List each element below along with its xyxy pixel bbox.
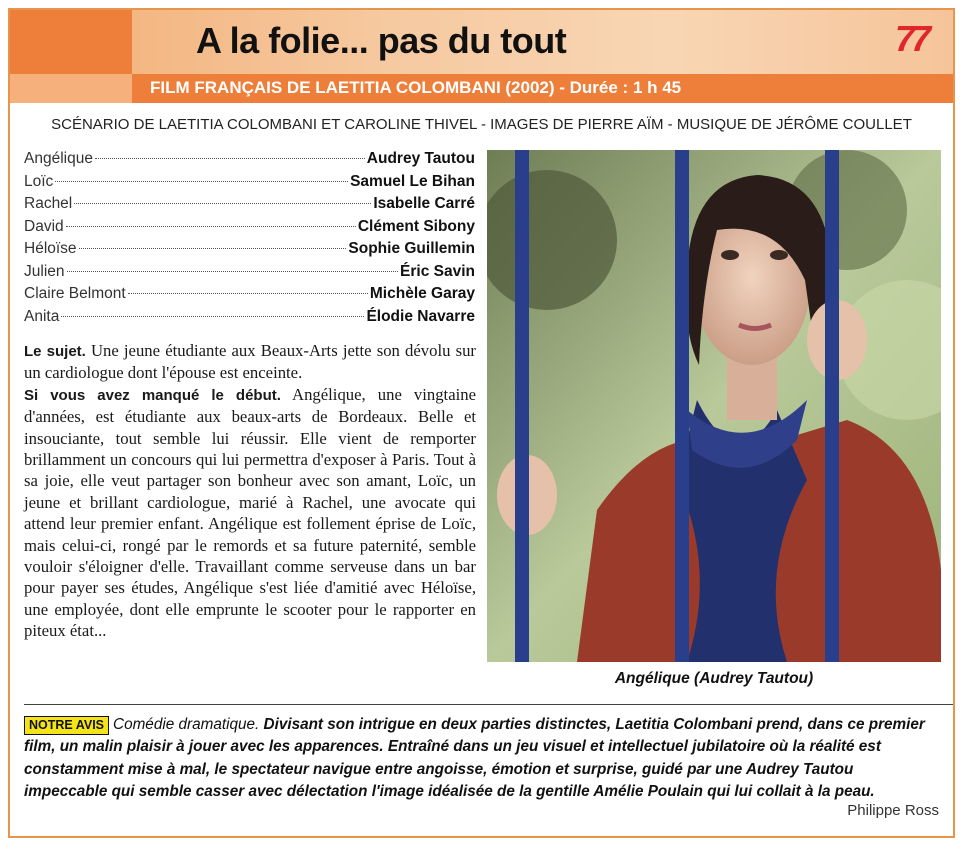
sujet-paragraph <box>24 340 476 384</box>
cast-row <box>24 150 475 173</box>
cast-leader-dots <box>61 316 364 317</box>
cast-role: Anita <box>24 307 60 325</box>
cast-role: David <box>24 217 64 235</box>
cast-actor: Audrey Tautou <box>366 150 475 167</box>
cast-row <box>24 195 475 218</box>
credits-line: SCÉNARIO DE LAETITIA COLOMBANI ET CAROLINE THIVEL - IMAGES DE PIERRE AÏM - MUSIQUE DE JÉRÔME COULLET <box>51 116 912 133</box>
debut-text: Angélique, une vingtaine d'années, est étudiante aux beaux-arts de Bordeaux. Belle et insouciante, tout semble lui réussir. Elle vient de remporter brillamment un concours qui lui permettra d'exposer à Paris. Tout à sa joie, elle veut partager son bonheur avec son amant, Loïc, un jeune et brillant cardiologue, marié à Rachel, une avocate qui attend leur premier enfant. Angélique est follement éprise de Loïc, mais celui-ci, rongé par le remords et sa future paternité, semble vouloir s'éloigner d'elle. Travaillant comme serveuse dans un bar pour payer ses études, Angélique s'est liée d'amitié avec Héloïse, une employée, dont elle emprunte le scooter pour le rapporter en piteux état... <box>24 384 476 641</box>
debut-paragraph <box>24 384 476 642</box>
photo-illustration <box>487 150 941 662</box>
photo-caption: Angélique (Audrey Tautou) <box>614 670 814 687</box>
cast-row <box>24 263 475 286</box>
cast-actor: Éric Savin <box>400 262 475 280</box>
cast-role: Loïc <box>24 172 54 190</box>
subtitle-accent-block <box>10 74 132 103</box>
cast-role: Julien <box>24 262 65 280</box>
cast-leader-dots <box>66 226 356 227</box>
cast-row <box>24 218 475 241</box>
cast-role: Rachel <box>24 195 73 212</box>
cast-leader-dots <box>79 248 347 249</box>
notre-avis-badge: NOTRE AVIS <box>24 716 109 735</box>
sujet-text: Une jeune étudiante aux Beaux-Arts jette son dévolu sur un cardiologue dont l'épouse est enceinte. <box>24 341 476 383</box>
cast-row <box>24 285 475 308</box>
title-bar <box>10 10 953 74</box>
cast-leader-dots <box>55 181 348 182</box>
review-genre: Comédie dramatique. <box>113 716 260 733</box>
review-text: Divisant son intrigue en deux parties distinctes, Laetitia Colombani prend, dans ce premier film, un malin plaisir à jouer avec les apparences. Entraîné dans un jeu visuel et intellectuel jubilatoire où la réalité est constamment mise à mal, le spectateur navigue entre angoisse, émotion et surprise, guidé par une Audrey Tautou impeccable qui semble casser avec délectation l'image idéalisée de la gentille Amélie Poulain qui lui collait à la peau. <box>24 716 925 800</box>
cast-leader-dots <box>128 293 368 294</box>
synopsis <box>24 340 476 642</box>
cast-leader-dots <box>74 203 371 204</box>
cast-leader-dots <box>67 271 399 272</box>
film-title: A la folie... pas du tout <box>196 20 567 61</box>
cast-role: Angélique <box>24 150 93 167</box>
cast-list <box>24 150 475 330</box>
debut-label: Si vous avez manqué le début. <box>24 386 281 404</box>
title-accent-block <box>10 10 132 74</box>
sujet-label: Le sujet. <box>24 343 86 360</box>
review-divider <box>24 704 953 705</box>
review-author: Philippe Ross <box>847 802 939 819</box>
subtitle-bar <box>10 74 953 103</box>
cast-actor: Michèle Garay <box>369 285 475 302</box>
cast-actor: Sophie Guillemin <box>348 240 475 257</box>
cast-actor: Isabelle Carré <box>373 195 475 212</box>
cast-actor: Élodie Navarre <box>366 307 475 325</box>
rating-number: 77 <box>895 18 928 59</box>
review <box>24 714 939 803</box>
cast-row <box>24 240 475 263</box>
film-still-photo <box>487 150 941 662</box>
cast-actor: Samuel Le Bihan <box>350 172 475 190</box>
film-subtitle: FILM FRANÇAIS DE LAETITIA COLOMBANI (2002) - Durée : 1 h 45 <box>150 78 682 97</box>
cast-leader-dots <box>95 158 365 159</box>
cast-role: Héloïse <box>24 240 77 257</box>
cast-row <box>24 173 475 196</box>
cast-role: Claire Belmont <box>24 285 126 302</box>
cast-actor: Clément Sibony <box>357 217 475 235</box>
article-frame <box>8 8 955 838</box>
cast-row <box>24 308 475 331</box>
